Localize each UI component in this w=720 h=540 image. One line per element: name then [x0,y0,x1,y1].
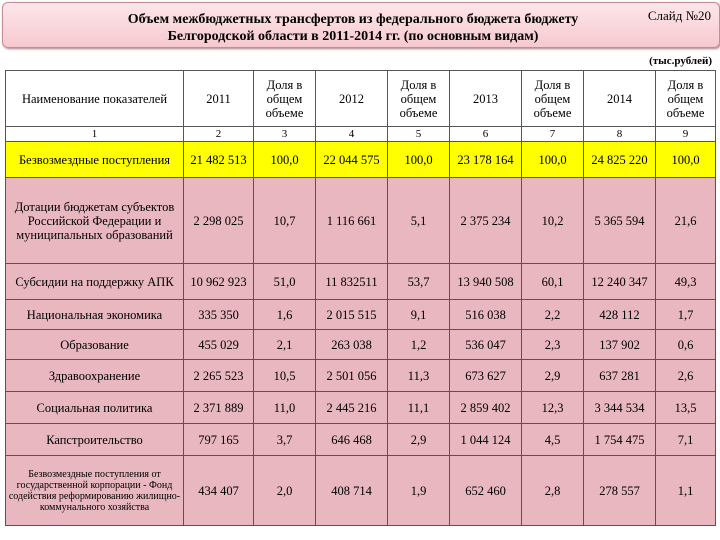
value-2014: 24 825 220 [584,142,656,178]
value-2012: 11 832511 [316,264,388,300]
slide-number: Слайд №20 [647,8,711,23]
title-line-2: Белгородской области в 2011-2014 гг. (по основным видам) [167,29,539,44]
share-2013: 2,2 [522,300,584,330]
value-2013: 23 178 164 [450,142,522,178]
value-2011: 21 482 513 [184,142,254,178]
row-name: Капстроительство [6,424,184,456]
share-2012: 2,9 [388,424,450,456]
value-2011: 335 350 [184,300,254,330]
value-2014: 1 754 475 [584,424,656,456]
value-2013: 536 047 [450,330,522,360]
share-2011: 2,0 [254,456,316,526]
value-2013: 652 460 [450,456,522,526]
share-2013: 12,3 [522,392,584,424]
value-2013: 2 859 402 [450,392,522,424]
units-label: (тыс.рублей) [649,55,712,67]
share-2011: 51,0 [254,264,316,300]
share-2013: 2,8 [522,456,584,526]
header-cell: Доля в общем объеме [254,71,316,127]
value-2013: 516 038 [450,300,522,330]
share-2011: 1,6 [254,300,316,330]
header-cell: Доля в общем объеме [656,71,716,127]
header-cell: Доля в общем объеме [522,71,584,127]
row-name: Субсидии на поддержку АПК [6,264,184,300]
value-2012: 408 714 [316,456,388,526]
value-2012: 263 038 [316,330,388,360]
share-2013: 2,9 [522,360,584,392]
share-2012: 11,1 [388,392,450,424]
value-2013: 673 627 [450,360,522,392]
value-2014: 428 112 [584,300,656,330]
value-2011: 434 407 [184,456,254,526]
value-2012: 1 116 661 [316,178,388,264]
value-2013: 1 044 124 [450,424,522,456]
row-name: Образование [6,330,184,360]
value-2011: 455 029 [184,330,254,360]
share-2011: 10,7 [254,178,316,264]
value-2014: 637 281 [584,360,656,392]
header-cell: 2011 [184,71,254,127]
table-row [6,264,716,300]
value-2014: 278 557 [584,456,656,526]
share-2014: 100,0 [656,142,716,178]
share-2014: 13,5 [656,392,716,424]
share-2013: 60,1 [522,264,584,300]
header-cell: Доля в общем объеме [388,71,450,127]
column-number: 1 [6,127,184,142]
table-row [6,178,716,264]
transfers-table [5,70,716,526]
share-2013: 100,0 [522,142,584,178]
header-cell: 2012 [316,71,388,127]
share-2011: 11,0 [254,392,316,424]
header-cell: 2014 [584,71,656,127]
share-2012: 5,1 [388,178,450,264]
column-number: 7 [522,127,584,142]
slide-header [2,2,720,48]
share-2012: 53,7 [388,264,450,300]
share-2013: 10,2 [522,178,584,264]
value-2014: 137 902 [584,330,656,360]
value-2011: 2 371 889 [184,392,254,424]
value-2014: 3 344 534 [584,392,656,424]
value-2011: 2 265 523 [184,360,254,392]
row-name: Национальная экономика [6,300,184,330]
value-2013: 2 375 234 [450,178,522,264]
share-2012: 1,9 [388,456,450,526]
column-number: 9 [656,127,716,142]
table-row [6,456,716,526]
header-row [6,71,716,127]
column-number: 6 [450,127,522,142]
slide-title [73,11,633,45]
column-number: 5 [388,127,450,142]
share-2014: 7,1 [656,424,716,456]
table-row [6,392,716,424]
column-number: 4 [316,127,388,142]
share-2014: 1,7 [656,300,716,330]
value-2014: 5 365 594 [584,178,656,264]
share-2014: 2,6 [656,360,716,392]
value-2014: 12 240 347 [584,264,656,300]
share-2014: 21,6 [656,178,716,264]
table-row [6,424,716,456]
value-2011: 797 165 [184,424,254,456]
column-number-row [6,127,716,142]
table-row-total [6,142,716,178]
value-2013: 13 940 508 [450,264,522,300]
row-name: Безвозмездные поступления [6,142,184,178]
share-2012: 11,3 [388,360,450,392]
table-row [6,360,716,392]
table-row [6,330,716,360]
value-2011: 2 298 025 [184,178,254,264]
row-name: Социальная политика [6,392,184,424]
share-2011: 3,7 [254,424,316,456]
column-number: 2 [184,127,254,142]
share-2012: 100,0 [388,142,450,178]
value-2012: 2 015 515 [316,300,388,330]
share-2012: 9,1 [388,300,450,330]
column-number: 3 [254,127,316,142]
share-2014: 49,3 [656,264,716,300]
table-row [6,300,716,330]
share-2011: 10,5 [254,360,316,392]
share-2013: 2,3 [522,330,584,360]
row-name: Безвозмездные поступления от государственной корпорации - Фонд содействия реформированию жилищно-коммунального хозяйства [6,456,184,526]
share-2011: 100,0 [254,142,316,178]
column-number: 8 [584,127,656,142]
value-2012: 2 501 056 [316,360,388,392]
value-2012: 646 468 [316,424,388,456]
share-2014: 1,1 [656,456,716,526]
row-name: Здравоохранение [6,360,184,392]
row-name: Дотации бюджетам субъектов Российской Федерации и муниципальных образований [6,178,184,264]
share-2011: 2,1 [254,330,316,360]
title-line-1: Объем межбюджетных трансфертов из федерального бюджета бюджету [127,12,579,27]
value-2011: 10 962 923 [184,264,254,300]
header-cell: 2013 [450,71,522,127]
share-2012: 1,2 [388,330,450,360]
value-2012: 22 044 575 [316,142,388,178]
share-2013: 4,5 [522,424,584,456]
share-2014: 0,6 [656,330,716,360]
header-cell: Наименование показателей [6,71,184,127]
value-2012: 2 445 216 [316,392,388,424]
